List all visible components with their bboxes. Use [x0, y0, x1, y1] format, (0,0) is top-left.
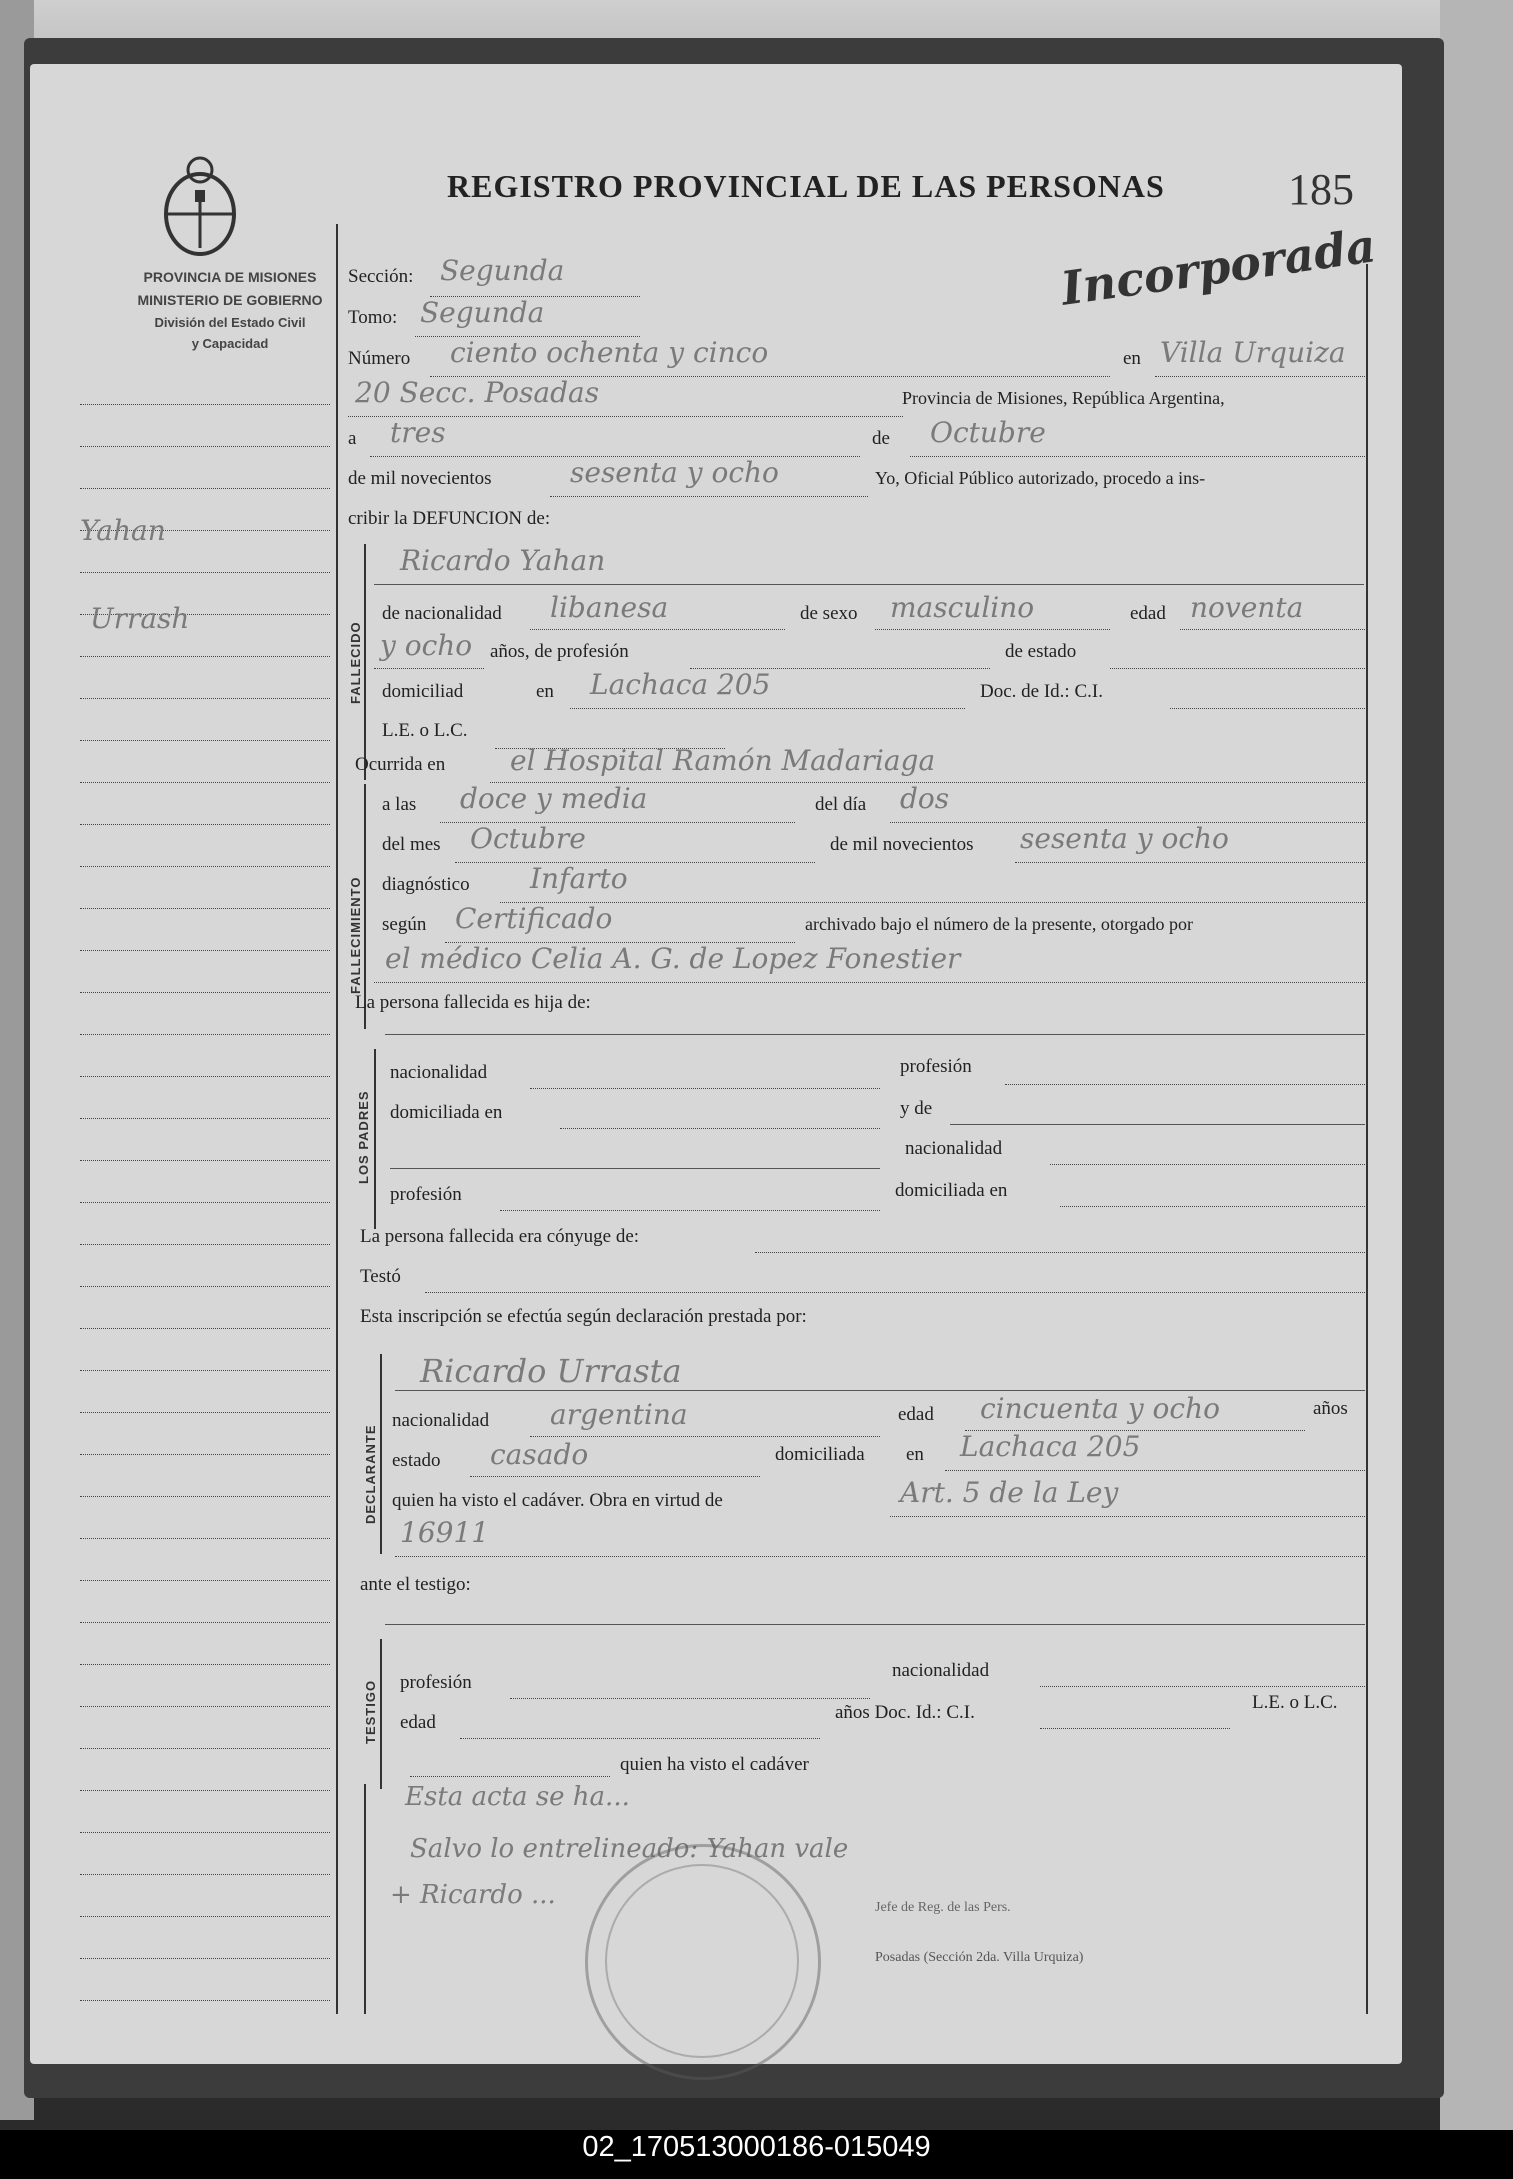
estado-line — [1110, 668, 1365, 669]
domiciliad-label: domiciliad — [382, 681, 464, 702]
archivado-label: archivado bajo el número de la presente, otorgado por — [805, 914, 1194, 934]
doc-id-line — [1170, 708, 1365, 709]
margin-rule — [80, 1454, 330, 1455]
official-stamp-inner — [605, 1864, 799, 2058]
decl-edad-label: edad — [898, 1404, 934, 1425]
diagnostico-value: Infarto — [530, 862, 628, 895]
yo-oficial-label: Yo, Oficial Público autorizado, procedo a ins- — [875, 468, 1206, 488]
nota-line-3: + Ricardo ... — [390, 1880, 556, 1910]
mil-novecientos-value: sesenta y ocho — [1020, 822, 1229, 855]
declarante-bracket — [380, 1354, 382, 1554]
madre-domiciliada-line — [1060, 1206, 1365, 1207]
decl-domicilio-en-label: en — [906, 1444, 924, 1465]
padre-nacionalidad-line — [530, 1088, 880, 1089]
a-las-label: a las — [382, 794, 417, 815]
margin-rule — [80, 1832, 330, 1833]
dia-value: tres — [390, 416, 446, 449]
margin-rule — [80, 1244, 330, 1245]
document-page — [30, 64, 1402, 2064]
margin-rule — [80, 446, 330, 447]
margin-rule — [80, 1202, 330, 1203]
margin-rule — [80, 1034, 330, 1035]
nombre-line — [374, 584, 1364, 585]
margin-rule — [80, 1958, 330, 1959]
margin-rule — [80, 1916, 330, 1917]
diagnostico-label: diagnóstico — [382, 874, 470, 895]
le-lc-label: L.E. o L.C. — [382, 720, 468, 741]
conyuge-label: La persona fallecida era cónyuge de: — [360, 1226, 640, 1247]
margin-rule — [80, 866, 330, 867]
en-label: en — [1123, 348, 1141, 369]
edad-value: noventa — [1190, 591, 1304, 624]
footer-line-1: Jefe de Reg. de las Pers. — [875, 1900, 1011, 1915]
padre-name-line — [385, 1034, 1365, 1035]
declarante-value: Ricardo Urrasta — [420, 1352, 682, 1390]
padre-nacionalidad-label: nacionalidad — [390, 1062, 488, 1083]
diagnostico-line — [500, 902, 1365, 903]
anio-value: sesenta y ocho — [570, 456, 779, 489]
padre-extra-line — [390, 1168, 880, 1169]
testigo-profesion-label: profesión — [400, 1672, 472, 1693]
padre-domiciliada-label: domiciliada en — [390, 1102, 503, 1123]
margin-rule — [80, 1622, 330, 1623]
ley-value: 16911 — [400, 1516, 490, 1549]
de-label: de — [872, 428, 890, 449]
hija-de-label: La persona fallecida es hija de: — [355, 992, 591, 1013]
ante-testigo-label: ante el testigo: — [360, 1574, 471, 1595]
madre-nacionalidad-label: nacionalidad — [905, 1138, 1003, 1159]
testigo-doc-line — [1040, 1728, 1230, 1729]
coat-of-arms-icon — [155, 152, 245, 262]
page-number: 185 — [1288, 165, 1354, 214]
testigo-nacionalidad-label: nacionalidad — [892, 1660, 990, 1681]
nota-line-2: Salvo lo entrelineado: Yahan vale — [410, 1834, 849, 1864]
lugar2-value: 20 Secc. Posadas — [355, 376, 600, 409]
padres-label: LOS PADRES — [356, 1090, 371, 1184]
mil-novecientos-line — [1015, 862, 1365, 863]
margin-place: Urrash — [90, 602, 190, 635]
testigo-visto-label: quien ha visto el cadáver — [620, 1754, 809, 1775]
sexo-value: masculino — [890, 591, 1035, 624]
decl-estado-label: estado — [392, 1450, 441, 1471]
margin-rule — [80, 1538, 330, 1539]
fallecido-label: FALLECIDO — [348, 621, 363, 704]
sexo-label: de sexo — [800, 603, 858, 624]
domicilio-en-label: en — [536, 681, 554, 702]
obra-virtud-line — [890, 1516, 1365, 1517]
otorgado-line — [374, 982, 1365, 983]
numero-value: ciento ochenta y cinco — [450, 336, 769, 369]
margin-rule — [80, 656, 330, 657]
margin-name: Yahan — [80, 514, 166, 547]
bottom-rule-left — [364, 1784, 366, 2014]
otorgado-value: el médico Celia A. G. de Lopez Fonestier — [385, 942, 961, 975]
margin-rule — [80, 488, 330, 489]
en-value: Villa Urquiza — [1160, 336, 1346, 369]
margin-rule — [80, 740, 330, 741]
margin-rule — [80, 1328, 330, 1329]
numero-label: Número — [348, 348, 411, 369]
ocurrida-label: Ocurrida en — [355, 754, 446, 775]
inscripcion-label: Esta inscripción se efectúa según declaración prestada por: — [360, 1306, 807, 1327]
background-right — [1440, 0, 1513, 2179]
madre-nacionalidad-line — [1050, 1164, 1365, 1165]
margin-rule — [80, 1790, 330, 1791]
quien-visto-label: quien ha visto el cadáver. Obra en virtud de — [392, 1490, 723, 1511]
hora-value: doce y media — [460, 782, 648, 815]
decl-domicilio-line — [945, 1470, 1365, 1471]
image-caption: 02_170513000186-015049 — [582, 2131, 931, 2163]
del-mes-line — [455, 862, 815, 863]
margin-rule — [80, 1286, 330, 1287]
nacionalidad-label: de nacionalidad — [382, 603, 502, 624]
decl-nacionalidad-value: argentina — [550, 1398, 688, 1431]
testigo-nacionalidad-line — [1040, 1686, 1365, 1687]
cribir-label: cribir la DEFUNCION de: — [348, 508, 551, 529]
madre-domiciliada-label: domiciliada en — [895, 1180, 1008, 1201]
decl-nacionalidad-line — [530, 1436, 880, 1437]
padre-profesion2-label: profesión — [390, 1184, 462, 1205]
margin-rule — [80, 824, 330, 825]
padre-profesion-line — [1005, 1084, 1365, 1085]
margin-rule — [80, 1664, 330, 1665]
margin-rule — [80, 1748, 330, 1749]
segun-label: según — [382, 914, 427, 935]
agency-line-3: División del Estado Civil — [154, 315, 306, 330]
mes-value: Octubre — [930, 416, 1046, 449]
testigo-name-line — [385, 1624, 1365, 1625]
ocurrida-value: el Hospital Ramón Madariaga — [510, 744, 936, 777]
margin-rule — [80, 1412, 330, 1413]
margin-rule — [80, 404, 330, 405]
segun-value: Certificado — [455, 902, 613, 935]
nacionalidad-line — [530, 629, 785, 630]
de-estado-label: de estado — [1005, 641, 1077, 662]
mes-line — [910, 456, 1365, 457]
decl-estado-value: casado — [490, 1438, 589, 1471]
declarante-label: DECLARANTE — [363, 1424, 378, 1524]
testigo-le-lc-label: L.E. o L.C. — [1252, 1692, 1338, 1713]
seccion-value: Segunda — [440, 254, 565, 287]
tomo-label: Tomo: — [348, 307, 398, 328]
del-mes-label: del mes — [382, 834, 441, 855]
anos-profesion-label: años, de profesión — [490, 641, 629, 662]
madre-name-line — [950, 1124, 1365, 1125]
margin-rule — [80, 1076, 330, 1077]
del-mes-value: Octubre — [470, 822, 586, 855]
decl-domicilio-value: Lachaca 205 — [960, 1430, 1141, 1463]
decl-edad-value: cincuenta y ocho — [980, 1392, 1220, 1425]
del-dia-label: del día — [815, 794, 867, 815]
nombre-value: Ricardo Yahan — [400, 544, 606, 577]
tomo-value: Segunda — [420, 296, 545, 329]
margin-rule — [80, 1370, 330, 1371]
testigo-anos-doc-label: años Doc. Id.: C.I. — [835, 1702, 975, 1723]
mil-novecientos-label: de mil novecientos — [830, 834, 974, 855]
edad-label: edad — [1130, 603, 1166, 624]
agency-line-2: MINISTERIO DE GOBIERNO — [137, 292, 323, 308]
declarante-line — [395, 1390, 1365, 1391]
ley-line — [395, 1556, 1365, 1557]
de-mil-label: de mil novecientos — [348, 468, 492, 489]
decl-domiciliada-label: domiciliada — [775, 1444, 865, 1465]
page-title: REGISTRO PROVINCIAL DE LAS PERSONAS — [447, 168, 1165, 204]
margin-rule — [80, 572, 330, 573]
fallecimiento-label: FALLECIMIENTO — [348, 876, 363, 994]
del-dia-value: dos — [900, 782, 950, 815]
doc-id-label: Doc. de Id.: C.I. — [980, 681, 1103, 702]
decl-anos-label: años — [1313, 1398, 1348, 1419]
margin-rule — [80, 1580, 330, 1581]
domicilio-value: Lachaca 205 — [590, 668, 771, 701]
margin-rule — [80, 1160, 330, 1161]
margin-rule — [80, 1496, 330, 1497]
testo-line — [425, 1292, 1365, 1293]
padre-profesion2-line — [500, 1210, 880, 1211]
conyuge-line — [755, 1252, 1365, 1253]
edad2-line — [374, 668, 484, 669]
edad2-value: y ocho — [380, 629, 473, 662]
seccion-label: Sección: — [348, 266, 414, 287]
en-line — [1155, 376, 1365, 377]
margin-rule — [80, 698, 330, 699]
padres-bracket — [374, 1049, 376, 1229]
decl-nacionalidad-label: nacionalidad — [392, 1410, 490, 1431]
right-border — [1366, 264, 1368, 2014]
obra-virtud-value: Art. 5 de la Ley — [900, 1476, 1119, 1509]
margin-rule — [80, 1118, 330, 1119]
testigo-label: TESTIGO — [363, 1679, 378, 1744]
agency-line-1: PROVINCIA DE MISIONES — [143, 269, 317, 285]
padre-domiciliada-line — [560, 1128, 880, 1129]
a-label: a — [348, 428, 357, 449]
margin-divider — [336, 224, 338, 2014]
margin-rule — [80, 782, 330, 783]
official-signature: Incorporada — [1057, 218, 1379, 316]
padre-profesion-label: profesión — [900, 1056, 972, 1077]
testigo-edad-label: edad — [400, 1712, 436, 1733]
footer-line-2: Posadas (Sección 2da. Villa Urquiza) — [875, 1950, 1084, 1965]
decl-estado-line — [470, 1476, 760, 1477]
nota-line-1: Esta acta se ha... — [405, 1782, 630, 1812]
y-de-label: y de — [900, 1098, 933, 1119]
margin-rule — [80, 1874, 330, 1875]
margin-rule — [80, 950, 330, 951]
testo-label: Testó — [360, 1266, 401, 1287]
nacionalidad-value: libanesa — [550, 591, 669, 624]
edad-line — [1180, 629, 1365, 630]
margin-rule — [80, 992, 330, 993]
margin-rule — [80, 1706, 330, 1707]
fallecido-bracket — [364, 544, 366, 780]
testigo-edad-line — [460, 1738, 820, 1739]
domicilio-line — [570, 708, 965, 709]
margin-rule — [80, 2000, 330, 2001]
provincia-label: Provincia de Misiones, República Argentina, — [902, 388, 1225, 408]
testigo-profesion-line — [510, 1698, 870, 1699]
testigo-bracket — [380, 1639, 382, 1789]
anio-line — [550, 496, 868, 497]
sexo-line — [875, 629, 1110, 630]
margin-rule — [80, 908, 330, 909]
testigo-extra-line — [410, 1776, 610, 1777]
agency-line-4: y Capacidad — [191, 336, 269, 351]
